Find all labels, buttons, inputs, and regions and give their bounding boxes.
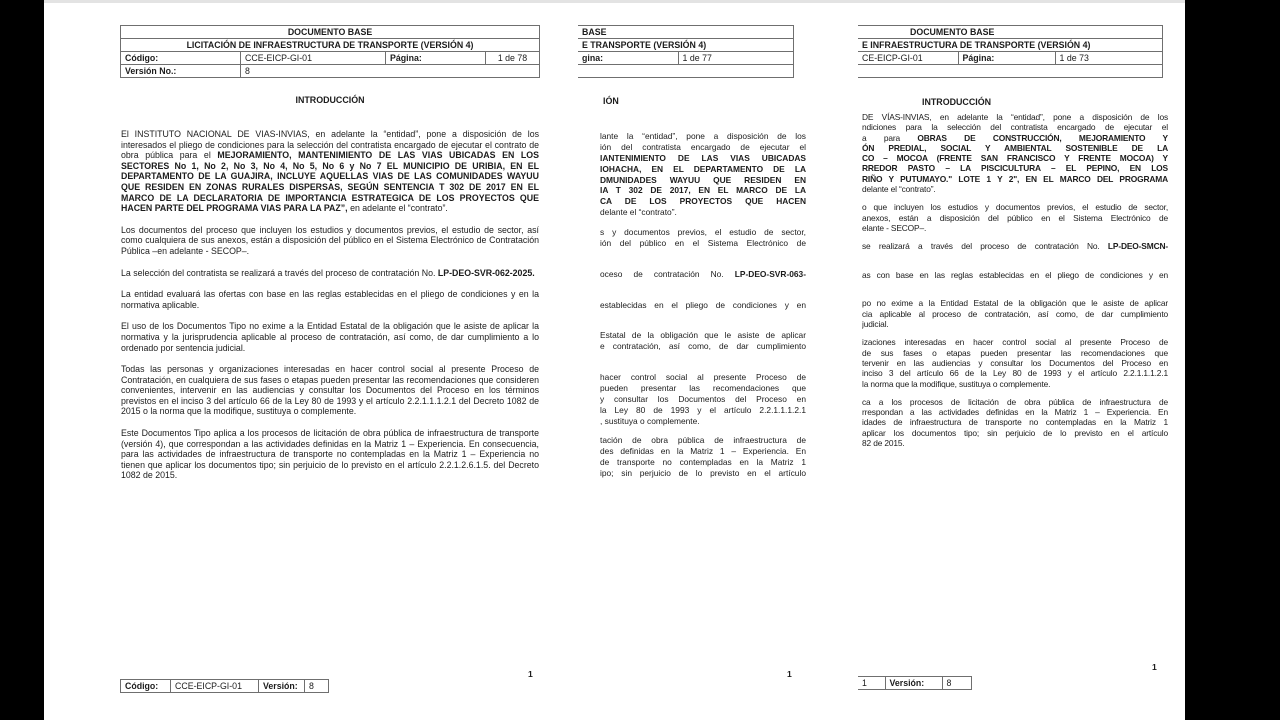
text-line: o que incluyen los estudios y documentos previos, el estudio de sector, bbox=[862, 202, 1168, 213]
footer-version-label: Versión: bbox=[259, 680, 305, 693]
text-line: anexos, están a disposición del público en el Sistema Electrónico de bbox=[862, 212, 1168, 223]
body-text-right bbox=[862, 112, 1168, 456]
paragraph: El uso de los Documentos Tipo no exime a la Entidad Estatal de la obligación que le asiste de aplicar la normativa y la jurisprudencia aplicable al proceso de contratación, así como, de dar cumplimiento a lo ordenado por sentencia judicial. bbox=[121, 321, 539, 353]
section-title: IÓN bbox=[603, 96, 619, 106]
pagina-label: Página: bbox=[386, 52, 486, 65]
text-line: de transporte no contempladas en la Matriz 1 bbox=[600, 457, 806, 468]
paragraph: La selección del contratista se realizará a través del proceso de contratación No. LP-DEO-SVR-062-2025. bbox=[121, 267, 535, 278]
text-line: oceso de contratación No. LP-DEO-SVR-063- bbox=[600, 268, 806, 279]
text-line: IANTENIMIENTO DE LAS VIAS UBICADAS bbox=[600, 152, 806, 163]
paragraph bbox=[862, 270, 1168, 291]
paragraph bbox=[862, 241, 1168, 262]
text-line: a para OBRAS DE CONSTRUCCIÓN, MEJORAMIENTO Y bbox=[862, 132, 1168, 143]
footer-codigo-label: Código: bbox=[121, 680, 171, 693]
text-line: idades de infraestructura de transporte no contempladas en la Matriz 1 bbox=[862, 417, 1168, 428]
text-line: delante el “contrato”. bbox=[600, 207, 677, 218]
text-line: s y documentos previos, el estudio de sector, bbox=[600, 227, 806, 238]
text-line: ca a los procesos de licitación de obra pública de infraestructura de bbox=[862, 396, 1168, 407]
page-number: 1 bbox=[528, 669, 533, 679]
text-line: la Ley 80 de 1993 y el artículo 2.2.1.1.1.2.1 bbox=[600, 404, 806, 415]
text-line: tación de obra pública de infraestructura de bbox=[600, 435, 806, 446]
paragraph bbox=[862, 112, 1168, 194]
text-line: izaciones interesadas en hacer control social al presente Proceso de bbox=[862, 337, 1168, 348]
text-line: y consultar los Documentos del Proceso en bbox=[600, 393, 806, 404]
text-line: , sustituya o complemente. bbox=[600, 415, 700, 426]
footer-codigo-value: CCE-EICP-GI-01 bbox=[171, 680, 259, 693]
text-line: ipo; sin perjuicio de lo previsto en el artículo bbox=[600, 468, 806, 479]
pagina-value: 1 de 77 bbox=[678, 52, 793, 65]
text-line: la norma que la modifique, sustituya o complemente. bbox=[862, 378, 1051, 389]
paragraph: Este Documentos Tipo aplica a los procesos de licitación de obra pública de infraestructura de transporte (versión 4), que correspondan a las actividades definidas en la Matriz 1 – Experiencia. En consecuencia, para las actividades de infraestructura de transporte no contempladas en la Matriz 1 – Experiencia no tienen que aplicar los documentos tipo; sin perjuicio de lo previsto en el artículo 2.2.1.2.6.1.5. del Decreto 1082 de 2015. bbox=[121, 428, 539, 481]
text-line: inciso 3 del artículo 66 de la Ley 80 de 1993 y el artículo 2.2.1.1.1.2.1 bbox=[862, 368, 1168, 379]
doc-title-line2: LICITACIÓN DE INFRAESTRUCTURA DE TRANSPORTE (VERSIÓN 4) bbox=[121, 39, 540, 52]
text-line: ndiciones para la selección del contratista encargado de ejecutar el bbox=[862, 122, 1168, 133]
text-line: ión del público en el Sistema Electrónico de bbox=[600, 238, 806, 249]
text-line: CO – MOCOA (FRENTE SAN FRANCISCO Y FRENTE MOCOA) Y bbox=[862, 153, 1168, 164]
paragraph bbox=[862, 298, 1168, 329]
text-line: de sus fases o etapas pueden presentar las recomendaciones que bbox=[862, 347, 1168, 358]
text-line bbox=[862, 280, 1168, 290]
text-line: DMUNIDADES WAYUU QUE RESIDEN EN bbox=[600, 174, 806, 185]
text-line: e contratación, así como, de dar cumplimiento bbox=[600, 341, 806, 352]
text-line: delante el “contrato”. bbox=[862, 184, 936, 195]
footer-table-right bbox=[858, 676, 972, 690]
documents-canvas bbox=[44, 0, 1185, 720]
codigo-value: CE-EICP-GI-01 bbox=[858, 52, 958, 65]
version-row-clipped bbox=[858, 65, 1162, 78]
pagina-value: 1 de 78 bbox=[486, 52, 540, 65]
pagina-label: Página: bbox=[958, 52, 1055, 65]
text-line: po no exime a la Entidad Estatal de la obligación que le asiste de aplicar bbox=[862, 298, 1168, 309]
paragraph bbox=[862, 337, 1168, 388]
pagina-label: gina: bbox=[578, 52, 678, 65]
page-number: 1 bbox=[1152, 662, 1157, 672]
text-line: establecidas en el pliego de condiciones y en bbox=[600, 299, 806, 310]
text-line: as con base en las reglas establecidas en el pliego de condiciones y en bbox=[862, 269, 1168, 280]
version-value: 8 bbox=[241, 65, 540, 78]
footer-version-label: Versión: bbox=[885, 677, 942, 690]
text-line: DE VÍAS-INVIAS, en adelante la “entidad”, pone a disposición de los bbox=[862, 112, 1168, 122]
codigo-value: CCE-EICP-GI-01 bbox=[241, 52, 386, 65]
text-line: IA T 302 DE 2017, EN EL MARCO DE LA bbox=[600, 185, 806, 196]
text-line: tervenir en las audiencias y consultar los Documentos del Proceso en bbox=[862, 357, 1168, 368]
text-line: RREDOR PASTO – LA PISCICULTURA – EL PEPINO, EN LOS bbox=[862, 163, 1168, 174]
text-line: Estatal de la obligación que le asiste de aplicar bbox=[600, 330, 806, 341]
text-line: se realizará a través del proceso de contratación No. LP-DEO-SMCN- bbox=[862, 241, 1168, 252]
text-line: pueden presentar las recomendaciones que bbox=[600, 382, 806, 393]
document-page-right bbox=[44, 0, 1185, 720]
doc-title-line1: DOCUMENTO BASE bbox=[858, 26, 1162, 39]
page-number: 1 bbox=[787, 669, 792, 679]
text-line: aplicar los documentos tipo; sin perjuicio de lo previsto en el artículo bbox=[862, 427, 1168, 438]
version-label: Versión No.: bbox=[121, 65, 241, 78]
section-title: INTRODUCCIÓN bbox=[295, 95, 365, 105]
text-line: judicial. bbox=[862, 319, 889, 330]
text-line: rrespondan a las actividades definidas en la Matriz 1 – Experiencia. En bbox=[862, 407, 1168, 418]
footer-version-value: 8 bbox=[942, 677, 971, 690]
header-table-right bbox=[858, 25, 1163, 78]
paragraph bbox=[862, 202, 1168, 233]
doc-title-line2: E TRANSPORTE (VERSIÓN 4) bbox=[578, 39, 793, 52]
text-line: cia aplicable al proceso de contratación, así como, de dar cumplimiento bbox=[862, 308, 1168, 319]
text-line: des definidas en la Matriz 1 – Experiencia. En bbox=[600, 446, 806, 457]
text-line: CA DE LOS PROYECTOS QUE HACEN bbox=[600, 196, 806, 207]
doc-title-line1: BASE bbox=[578, 26, 793, 39]
text-line: IOHACHA, EN EL DEPARTAMENTO DE LA bbox=[600, 163, 806, 174]
paragraph bbox=[862, 397, 1168, 448]
paragraph: El INSTITUTO NACIONAL DE VIAS-INVIAS, en adelante la “entidad”, pone a disposición de los interesados el pliego de condiciones para la selección del contratista encargado de ejecutar el contrato de obra pública para el MEJORAMIENTO, MANTENIMIENTO DE LAS VIAS UBICADAS EN LOS SECTORES No 1, No 2, No 3, No 4, No 5, No 6 y No 7 EL MUNICIPIO DE URIBIA, EN EL DEPARTAMENTO DE LA GUAJIRA, INCLUYE AQUELLAS VIAS DE LAS COMUNIDADES WAYUU QUE RESIDEN EN ZONAS RURALES DISPERSAS, SEGÚN SENTENCIA T 302 DE 2017 EN EL MARCO DE LA DECLARATORIA DE IMPORTANCIA ESTRATEGICA DE LOS PROYECTOS QUE HACEN PARTE DEL PROGRAMA VIAS PARA LA PAZ”, en adelante el “contrato”. bbox=[121, 129, 540, 214]
pagina-value: 1 de 73 bbox=[1055, 52, 1162, 65]
text-line: hacer control social al presente Proceso de bbox=[600, 372, 806, 383]
doc-title-line2: E INFRAESTRUCTURA DE TRANSPORTE (VERSIÓN 4) bbox=[858, 39, 1162, 52]
paragraph: Todas las personas y organizaciones interesadas en hacer control social al presente Proceso de Contratación, en cualquiera de sus fases o etapas pueden presentar las recomendaciones que consideren convenientes, intervenir en las audiencias y consultar los Documentos del Proceso en los términos previstos en el inciso 3 del artículo 66 de la Ley 80 de 1993 y el artículo 2.2.1.1.1.2.1 del Decreto 1082 de 2015 o la norma que la modifique, sustituya o complemente. bbox=[121, 364, 539, 417]
text-line: ión del contratista encargado de ejecutar el bbox=[600, 141, 806, 152]
section-title: INTRODUCCIÓN bbox=[922, 97, 992, 107]
footer-codigo-fragment: 1 bbox=[858, 677, 885, 690]
text-line: RIÑO Y PUTUMAYO." LOTE 1 Y 2", EN EL MARCO DEL PROGRAMA bbox=[862, 173, 1168, 184]
text-line: lante la “entidad”, pone a disposición de los bbox=[600, 131, 806, 141]
paragraph: Los documentos del proceso que incluyen los estudios y documentos previos, el estudio de sector, así como cualquiera de sus anexos, están a disposición del público en el Sistema Electrónico de Contratación Pública –en adelante - SECOP–. bbox=[121, 224, 539, 256]
text-line: ÓN PREDIAL, SOCIAL Y AMBIENTAL SOSTENIBLE DE LA bbox=[862, 142, 1168, 153]
paragraph: La entidad evaluará las ofertas con base en las reglas establecidas en el pliego de condiciones y en la normativa aplicable. bbox=[121, 289, 539, 310]
codigo-label: Código: bbox=[121, 52, 241, 65]
text-line: 82 de 2015. bbox=[862, 438, 905, 449]
text-line: elante - SECOP–. bbox=[862, 222, 927, 233]
text-line bbox=[862, 252, 1168, 262]
footer-version-value: 8 bbox=[305, 680, 329, 693]
doc-title-line1: DOCUMENTO BASE bbox=[121, 26, 540, 39]
